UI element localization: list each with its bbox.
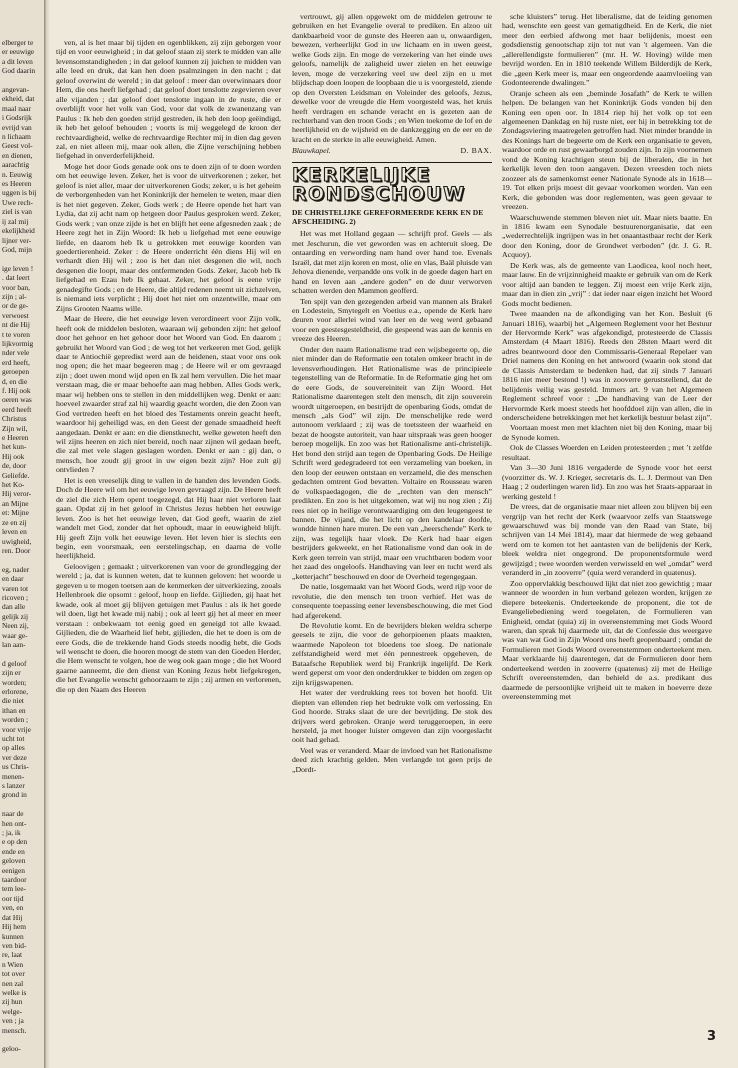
paragraph: ven, al is het maar bij tijden en ogenblikken, zij zijn geborgen voor tijd en voor eeuwigheid ; in dat geloof staan zij sterk te midden van alle levensomstandigheden ; in dat geloof kunnen zij juichen te midden van alle leed en druk, dat kan hen doen psalmzingen in den nacht ; dat geloof overwint de wereld ; in dat geloof : meer dan overwinnaars door Hem, die ons heeft liefgehad ; dat geloof doet tenslotte zegevieren over alle vijanden ; dat geloof doet tenslotte ingaan in de ruste, die er overblijft voor het volk van God, voor dat volk de zwanenzang van Paulus : Ik heb den goeden strijd gestreden, ik heb den loop geëindigd, ik heb het geloof behouden ; voorts is mij weggelegd de kroon der rechtvaardigheid, welke de rechtvaardige Rechter mij in dien dag geven zal, en niet alleen mij, maar ook allen, die Zijne verschijning hebben liefgehad in onverderfelijkheid. [56,38,281,161]
fragment-line: Christus [2,414,27,424]
fragment-line: eerd heeft [2,404,32,414]
fragment-line: ven, en [2,903,24,913]
fragment-line: elberger te [2,38,34,47]
fragment-line: Neen zij, [2,621,29,631]
fragment-line: or de ge- [2,301,29,311]
fragment-line: us Chris- [2,762,29,772]
fragment-line: dan alle [2,602,26,612]
fragment-line: es Heeren [2,179,32,189]
sermon-ending-and-rondschouw-column [292,12,492,1032]
paragraph: Maar de Heere, die het eeuwige leven verordineert voor Zijn volk, heeft ook de middelen besloten, waaraan wij gebonden zijn: het geloof door het gehoor en het gehoor door het Woord van God. En daarom ; gebruikt het Woord van God ; de weg tot het verkeeren met God, gelijk daar te Antiochië geprediкt werd aan de heidenen, staat voor ons ook nog open; die het maar begeeren mag ; de Heere wil er om gevraagd zijn ; doet uwen mond wijd open en Ik zal hem vervullen. Die het maar verstaan mag, die er maar behoefte aan mag hebben. Alles Gods werk, maar wij hebben ons te stellen in den middellijken weg. Denkt er aan: hoeveel zwaarder straf zal hij waardig geacht worden, die den Zoon van God vertreden heeft en het bloed des Testaments onrein geacht heeft, waardoor hij geheiligd was, en den Geest der genade smaadheid heeft aangedaan. Denkt er aan: en die dienstknecht, welke geweten heeft den wil zijns heeren en zich niet bereid, noch naar zijnen wil gedaan heeft, die zal met vele slagen geslagen worden. Denkt er aan : gij dan, o mensch, hoe zoudt gij groot in uw eigen bezit zijn? Hoe zult gij ontvlieden ? [56,314,281,475]
fragment-line: t te voren [2,329,30,339]
fragment-line: f. Hij ook [2,386,31,395]
fragment-line: ziel is van [2,207,32,217]
paragraph: Ten spijt van den gezegenden arbeid van mannen als Brakel en Lodestein, Smytegelt en Voetius e.a., opende de Kerk hare deuren voor allerlei wind van leer en de weg werd gebaand voor een geestesgesteldheid, die gespeend was aan de kennis en vreeze des Heeren. [292,296,492,344]
fragment-line: tot over [2,969,25,979]
paragraph: Zoo oppervlakkig beschouwd lijkt dat niet zoo gewichtig ; maar wanneer de woorden in hun verband gelezen worden, krijgen ze diepere beteekenis. Onderteekende de proponent, die tot de Evangeliebediening werd toegelaten, de Formulieren van Enigheid, omdat (quia) zij in overeenstemming met Gods Woord waren, dan sprak hij daarmede uit, dat de Confessie dus weergave was van wat God in Zijn Woord ons heeft geopenbaard ; omdat de Formulieren met Gods Woord overeenstemmen onderteekent men. Maar verklaarde hij daarentegen, dat de Formulieren door hem onderteekend werden in zooverre (quatenus) zij met de Heilige Schrift overeenstemden, dan behield de a.s. predikant dus daarmede de persoonlijke vrijheid uit te maken in hoeverre deze overeenstemming met [502,578,712,702]
heading-line-1: KERKELIJKE [292,163,431,186]
fragment-line: en daar [2,574,24,584]
fragment-line: Uwe rech- [2,197,33,207]
fragment-line: ; ja, ik [2,828,21,838]
fragment-line: Hij hem [2,922,27,932]
fragment-line: nder vele [2,348,30,358]
fragment-line: die niet [2,696,24,706]
fragment-line: zij hun [2,997,23,1007]
fragment-line: oor tijd [2,893,24,903]
fragment-line: en dienen, [2,150,33,160]
fragment-line [2,76,42,85]
fragment-line: grond in [2,790,27,800]
paragraph: Twee maanden na de afkondiging van het Kon. Besluit (6 Januari 1816), waarbij het „Algemeen Reglement voor het Bestuur der Hervormde Kerk” was afgekondigd, protesteerde de Classis Amsterdam (4 Maart 1816). Reeds den 28sten Maart werd dit adres beantwoord door den Commissaris-Generaal Repelaer van Driel namens den Koning en het antwoord (waarin ook stond dat de Classis Amsterdam te bedenken had, dat zij sinds 7 Januari 1816 niet meer bestond !) was in zooverre geruststellend, dat de belijdenis veilig was gesteld. Immers art. 9 van het Algemeen Reglement schreef voor : „De handhaving van de Leer der Hervormde Kerk moest steeds het hoofddoel zijn van allen, die in onderscheidene betrekkingen met het kerkelijk bestuur belast zijn”. [502,309,713,423]
page-number: 3 [706,1029,716,1044]
sermon-continuation-column [56,38,281,1053]
fragment-line: naar de [2,809,24,819]
article-subheading: DE CHRISTELIJKE GEREFORMEERDE KERK EN DE AFSCHEIDING. 2) [292,207,484,227]
fragment-line: hen ont- [2,818,27,828]
paragraph: Onder den naam Rationalisme trad een wijsbegeerte op, die niet minder dan de Reformatie een totalen omkeer bracht in de levensverhoudingen. Het Rationalisme was de principieele tegenstelling van de Reformatie. In de Reformatie ging het om de eere Gods, de souvereiniteit van Zijn Woord. Het Rationalisme daarentegen stelt den mensch, dit zijn souverein woordt uitgeroepen, en bestrijdt de openbaring Gods, omdat de mensch „als God” wil zijn. De menschelijke rede werd autonoom verklaard ; zij was de toetssteen der waarheid en bezat de hoogste autoriteit, van haar uitspraak was geen hooger beroep mogelijk. En zoo was het Rationalisme anti-christelijk. Het bond den strijd aan tegen de Openbaring Gods. De Heilige Schrift werd gedegradeerd tot een verzameling van boeken, in den loop der eeuwen ontstaan en verzameld, die des menschen gedachten omtrent God bevatten. Voltaire en Rousseau waren de volkspaedagogen, die de „rechten van den mensch” predikten. En zoo is het uitgekomen, wat wij nu nog zien ; Zij rees niet op in heilige verontwaardiging om den leugengeest te bannen. De vijand, die het licht op den kandelaar doofde, wondde hinnen hare muren. De een van „heerschende” Kerk te zijn, was tegelijk haar vloek. De Kerk had haar eigen bestrijders gekweekt, en het Rationalisme vond dan ook in de Kerk geen terrein van strijd, maar een vruchtbaren bodem voor het zaad des ongeloofs. Handhaving van leer en tucht werd als „ketterjacht” beschouwd en door de Overheid tegengegaan. [292,344,492,581]
fragment-line: kunnen [2,931,24,941]
fragment-line: worden; [2,677,27,687]
paragraph: Waarschuwende stemmen bleven niet uit. Maar niets baatte. En in 1816 kwam een Synodale bestuurenorganisatie, dat een „wederrechtelijk ingrijpen was in het onaantastbaar recht der Kerk door den Koning, door de Grondwet verboden” (dr. J. G. R. Acquoy). [502,212,712,260]
paragraph: De Kerk was, als de gemeente van Laodicea, kool noch heet, maar lauw. En de vrijzinnigheid maakte er gebruik van om de Kerk voor altijd aan banden te leggen. Zij moest een vrije Kerk zijn, maar dan in dien zin „vrij” : dat ieder naar eigen inzicht het Woord Gods mocht bedienen. [502,260,712,308]
fragment-line: worden ; [2,715,29,725]
fragment-line: uwigheid, [2,536,32,546]
fragment-line: lijkvormig [2,338,34,348]
paragraph: sche kluisters” terug. Het liberalisme, dat de leiding genomen had, wenschte een geest van gematigdheid. En de Kerk, die niet meer den eerbied afdwong met haar belijdenis, moest een godsdienstig genootschap zijn tot nut van 't algemeen. Van die „allerellendigste formulieren” (mr. H. W. Hoving) wilde men bevrijd worden. En in 1810 teekende Willem Bilderdijk de Kerk, die „geen Kerk meer is, maar een ongeordende aaamvloeiing van Godonteerende dwalingen.” [502,12,712,88]
fragment-line: taardoor [2,875,27,885]
fragment-line: ij zal mij [2,216,29,226]
fragment-line: an Mijne [2,498,29,508]
fragment-line: ven ; ja [2,1016,24,1026]
fragment-line: . dat leert [2,273,30,283]
fragment-line: ende en [2,846,25,856]
fragment-line: voor ban, [2,282,30,292]
fragment-line: de, door [2,461,27,471]
left-page-fragment-column [2,38,42,1054]
fragment-line: tem lee- [2,884,27,894]
fragment-line: n Wien [2,959,24,969]
fragment-line: het kun- [2,442,27,452]
paragraph: De Revolutie komt. En de bevrijders bleken weldra scherpe geesels te zijn, die voor de gehorpioenen plaats maakten, waarmede Napoleon tot bloedens toe sloeg. De nationale zelfstandigheid werd met één pennestreek opgeheven, de Bataafsche Republiek werd bij Frankrijk ingelijfd. De Kerk werd geperst om voor den onderdrukker te bidden om zegen op zijn krijgswapenen. [292,620,492,687]
fragment-line: mensch. [2,1025,27,1035]
fragment-line: voor vrije [2,724,31,734]
fragment-line: maal naar [2,103,31,113]
fragment-line: menen- [2,771,25,781]
fragment-line: ekelijkheid [2,226,35,236]
fragment-line: nen zal [2,978,24,988]
fragment-line: aarachtig [2,160,30,170]
paragraph: Veel was er veranderd. Maar de invloed van het Rationalisme deed zich krachtig gelden. Men verlangde tot geen prijs de „Dordt- [292,745,492,774]
fragment-line: Hij ook [2,451,25,461]
fragment-line: varen tot [2,583,29,593]
paragraph: Moge het door Gods genade ook ons te doen zijn of te doen worden om het eeuwige leven. Zeker, het is voor de uitverkorenen ; zeker, het geloof is niet aller, maar der uitverkorenen Gods; zeker, u is het geheim de verborgenheden van het Koninkrijk der hemelen te weten, maar dien is het niet gegeven. Zeker, Gods werk ; de Heere opende het hart van Lydia, dat zij acht nam op hetgeen door Paulus gesproken werd. Zeker, Gods werk ; van onze zijde is het en blijft het eene afgesneden zaak ; de Heere zegt het in Zijn Woord: Ik heb u liefgehad met eene eeuwige liefde, en daarom heb Ik u getrokken met eeuwige koorden van goedertierenheid. Zeker : de Heere onderricht één diens Hij wil en verhardt dien Hij wil ; zoo is het dan niet desgenen die wil, noch desgenen die loopt, maar des ontfermenden Gods. Zeker, Jacob heb Ik liefgehad en Ezau heb Ik gehaat. Zeker, het geloof is eene vrije genadegifte Gods ; en de Heere, die altijd redenen neemt uit zichzelven, is niemand iets verplicht ; Hij doet het niet om onzentwille, maar om Zijns Grooten Naams wille. [56,161,281,313]
fragment-line: ekheid, dat [2,94,35,104]
fragment-line: ver deze [2,752,27,762]
fragment-line: God, mijn [2,244,32,254]
fragment-line: uggen is bij [2,188,37,198]
fragment-line [2,254,42,263]
fragment-line: Hij veror- [2,489,32,499]
fragment-line: Zijn wil, [2,423,28,433]
fragment-line: ren. Door [2,545,31,555]
fragment-line: zijn ; al- [2,291,27,301]
section-heading [292,162,492,204]
fragment-line: eg, nader [2,564,30,574]
fragment-line: et: Mijne [2,508,29,518]
paragraph: Ook de Classes Woerden en Leiden protesteerden ; met ’t zelfde resultaat. [502,443,712,462]
fragment-line: leven en [2,527,27,537]
rondschouw-continuation-column [502,12,712,1022]
paragraph: Van 3—30 Juni 1816 vergaderde de Synode voor het eerst (voorzitter ds. W. J. Krieger, secretaris ds. L. J. Dermout van Den Haag ; 2 ouderlingen waren lid). En zoo was het Staats-apparaat in werking gesteld ! [502,463,712,501]
fragment-line: er eeuwige [2,47,35,57]
fragment-line: God daarin [2,66,36,76]
fragment-line: ricoven ; [2,592,29,602]
fragment-line: e Heeren [2,433,29,443]
fragment-line: Geliefde. [2,470,30,480]
fragment-line [2,1035,42,1044]
fragment-line: welke is [2,987,27,997]
fragment-line: re, laat [2,950,23,960]
fragment-line: erlorene, [2,686,29,696]
fragment-line: evrijd van [2,122,32,132]
fragment-line: n lichaam [2,132,31,142]
fragment-line: waar ge- [2,630,28,640]
fragment-line: d, en die [2,376,28,386]
fragment-line: s lanzer [2,781,25,791]
paragraph: Geloovigen ; gemaakt ; uitverkorenen van voor de grondlegging der wereld ; ja, dat is kunnen weten, dat te kunnen geloven: het woorde u gegeven u te mogen toetsen aan de kenmerken der uitverkiezing, zooals Hellenbroek die opsomt : geloof, hoop en liefde. Gijlieden, gij haat het kwade, ook al moet gij blijven getuigen met Paulus : als ik het goede wil doen, ligt het kwade mij nabij ; ook al leert gij het al meer en meer verstaan : onbekwaam tot eenig goed en geneigd tot alle kwaad. Gijlieden, die de Waarheid lief hebt, gijlieden, die het te doen is om de eere Gods, die de trekkende hand Gods steeds noodig hebt, die Gods wil wenscht te doen, die hooren moogt de stem van den Goeden Herder, die Hem wenscht te volgen, hoe de weg ook gaan moge ; die het Woord gaarne aanneemt, die den dienst van Koning Jezus hebt liefgekregen, die het Evangelie wenscht gehoorzaam te zijn ; zij armen en verlorenen, die op den Naam des Heeren [56,561,281,694]
signature-place: Blauwkapel. [292,146,331,156]
signature-name: D. BAX. [460,146,492,156]
fragment-line: i Godsrijk [2,113,32,123]
fragment-line: angevan- [2,85,30,95]
fragment-line: ithan en [2,705,26,715]
fragment-line: ze en zij [2,517,27,527]
signature-line [292,146,492,155]
fragment-line: geroepen [2,367,30,377]
paragraph: Het water der verdrukking rees tot boven het hoofd. Uit diepten van ellenden riep het bedrukte volk om verlossing. En God hoorde. Straks slaat de ure der bevrijding. De stok des drijvers werd gebroken. Oranje werd teruggeroepen, in eere hersteld, ja met hooger luister omgeven dan zijn voorgeslacht ooit had gehad. [292,688,492,745]
fragment-line [2,800,42,809]
fragment-line: d geloof [2,658,27,668]
fragment-line: lijner ver- [2,235,32,245]
fragment-line: oeren was [2,395,32,405]
fragment-line [2,649,42,658]
paragraph: vertrouwt, gij allen opgewekt om de middelen getrouw te gebruiken en het Evangelie overal te prediken. En alzoo uit dankbaarheid voor de gunste des Heeren aan u, onwaardigen, bewezen, verheerlijkt God in uw lichaam en in uwen geest, welke Gods zijn. En moge de verzekering van het einde uws geloofs, namelijk de zaligheid uwer zielen en het eeuwige leven, moge de verzekering veel uw deel zijn en u met blijdschap doen loopen de loopbaan die u is voorgesteld, ziende op den Oversten Leidsman en Voleinder des geloofs, Jezus, dewelke voor de vreugde die Hem voorgesteld was, het kruis heeft verdragen en schande veracht en is gezeten aan de rechterhand van den troon Gods ; en Wien toekome de lof en de heerlijkheid en de wijsheid en de dankzegging en de eer en de kracht en de sterkte in alle eeuwigheid. Amen. [292,12,492,144]
paragraph: Het is een vreeselijk ding te vallen in de handen des levenden Gods. Doch de Heere wil om het eeuwige leven gevraagd zijn. De Heere heeft de ziel die zich Hem opent toegezegd, dat Hij haar niet verloren laat gaan. Opdat zij in het geloof in Christus Jezus hebben het eeuwige leven. Zoo is het het eeuwige leven, dat God geeft, waarin de ziel wandelt met God, zonder dat het ophoudt, maar in eeuwigheid blijft. Hij geeft Zijn volk het eeuwige leven. Het leven hier is slechts een begin, een voorsmaak, een eerstelingschap, en daarna de volle heerlijkheid. [56,475,281,561]
fragment-line: welge- [2,1006,23,1016]
fragment-line: gelijk zij [2,611,29,621]
fragment-line: Geest vol- [2,141,33,151]
fragment-line: nt die Hij [2,320,30,330]
paragraph: De natie, losgemaakt van het Woord Gods, werd rijp voor de revolutie, die den mensch ten troon verhief. Het was de consequente toepassing eener levensbeschouwing, die met God had afgerekend. [292,582,492,620]
fragment-line: ucht tot [2,734,25,743]
fragment-line: op alles [2,743,25,753]
fragment-line: a dit leven [2,56,33,66]
paragraph: Het was met Holland gegaan — schrijft prof. Geels — als met Jeschurun, die vet geworden was en achteruit sloeg. De ontaarding en verwording nam hand over hand toe. Evenals Israël, dat met zijn koren en most, olie en vlas, Baäl pluisde van Jehova dienende, verpandde ons volk in de goede dagen hart en hand en leven aan „andere goden” en de duur verworven schatten werden den Mammon geofferd. [292,229,492,296]
fragment-line: ige leven ! [2,263,34,273]
fragment-line: zijn er [2,668,21,678]
fragment-line: n. Eeuwig [2,169,32,179]
fragment-line: dat Hij [2,912,23,922]
fragment-line: e op den [2,837,28,847]
paragraph: Oranje scheen als een „beminde Josafath” de Kerk te willen helpen. De belangen van het Koninkrijk Gods vonden bij den Koning een open oor. In 1814 riep hij het volk op tot een algemeenen Dankdag en hij ruste niet, eer hij in betrekking tot de Zondagsviering maatregelen getroffen had. Niet minder brandde in des Konings hart de begeerte om de Kerk een organisatie te geven, waardoor orde en rust gewaarborgd zouden zijn. In zijn voornemen vond de Koning krachtigen steun bij de liberalen, die in het kerkelijk leven den toon aangaven. Dezen vreesden toch niets zoozeer als de samenkomst eener Nationale Synode als in 1618—19. Tot elken prijs moest dit gevaar voorkomen worden. Van een Kerk, die gebonden was door reglementen, was geen gevaar te vreezen. [502,88,712,212]
fragment-line: ven bid- [2,940,27,950]
fragment-line: verwoest [2,310,29,320]
paragraph: De vrees, dat de organisatie maar niet alleen zou blijven bij een vergrijp van het recht der Kerk (waarvoor zelfs van Staatswege gewaarschuwd was bij monde van den Raad van State, bij schrijven van 14 Mei 1814), maar dat hiermede de weg gebaand werd om te komen tot het aantasten van de belijdenis der Kerk, bleek weldra niet ongegrond. De proponentsformule werd gewijzigd ; twee woorden werden verwisseld en wel „omdat” werd veranderd in „in zooverre” (quia werd veranderd in quatenus). [502,502,712,578]
fragment-line: lan aan- [2,639,26,649]
page-fold [44,0,50,1068]
fragment-line: erd heeft, [2,357,30,367]
fragment-line: geloo- [2,1044,21,1054]
paragraph: Voortaan moest men met klachten niet bij den Koning, maar bij de Synode komen. [502,423,712,442]
fragment-line: geloven [2,856,26,866]
fragment-line: eenigen [2,865,25,875]
fragment-line [2,555,42,564]
fragment-line: het Ko- [2,480,25,490]
heading-line-2: RONDSCHOUW [292,182,466,205]
